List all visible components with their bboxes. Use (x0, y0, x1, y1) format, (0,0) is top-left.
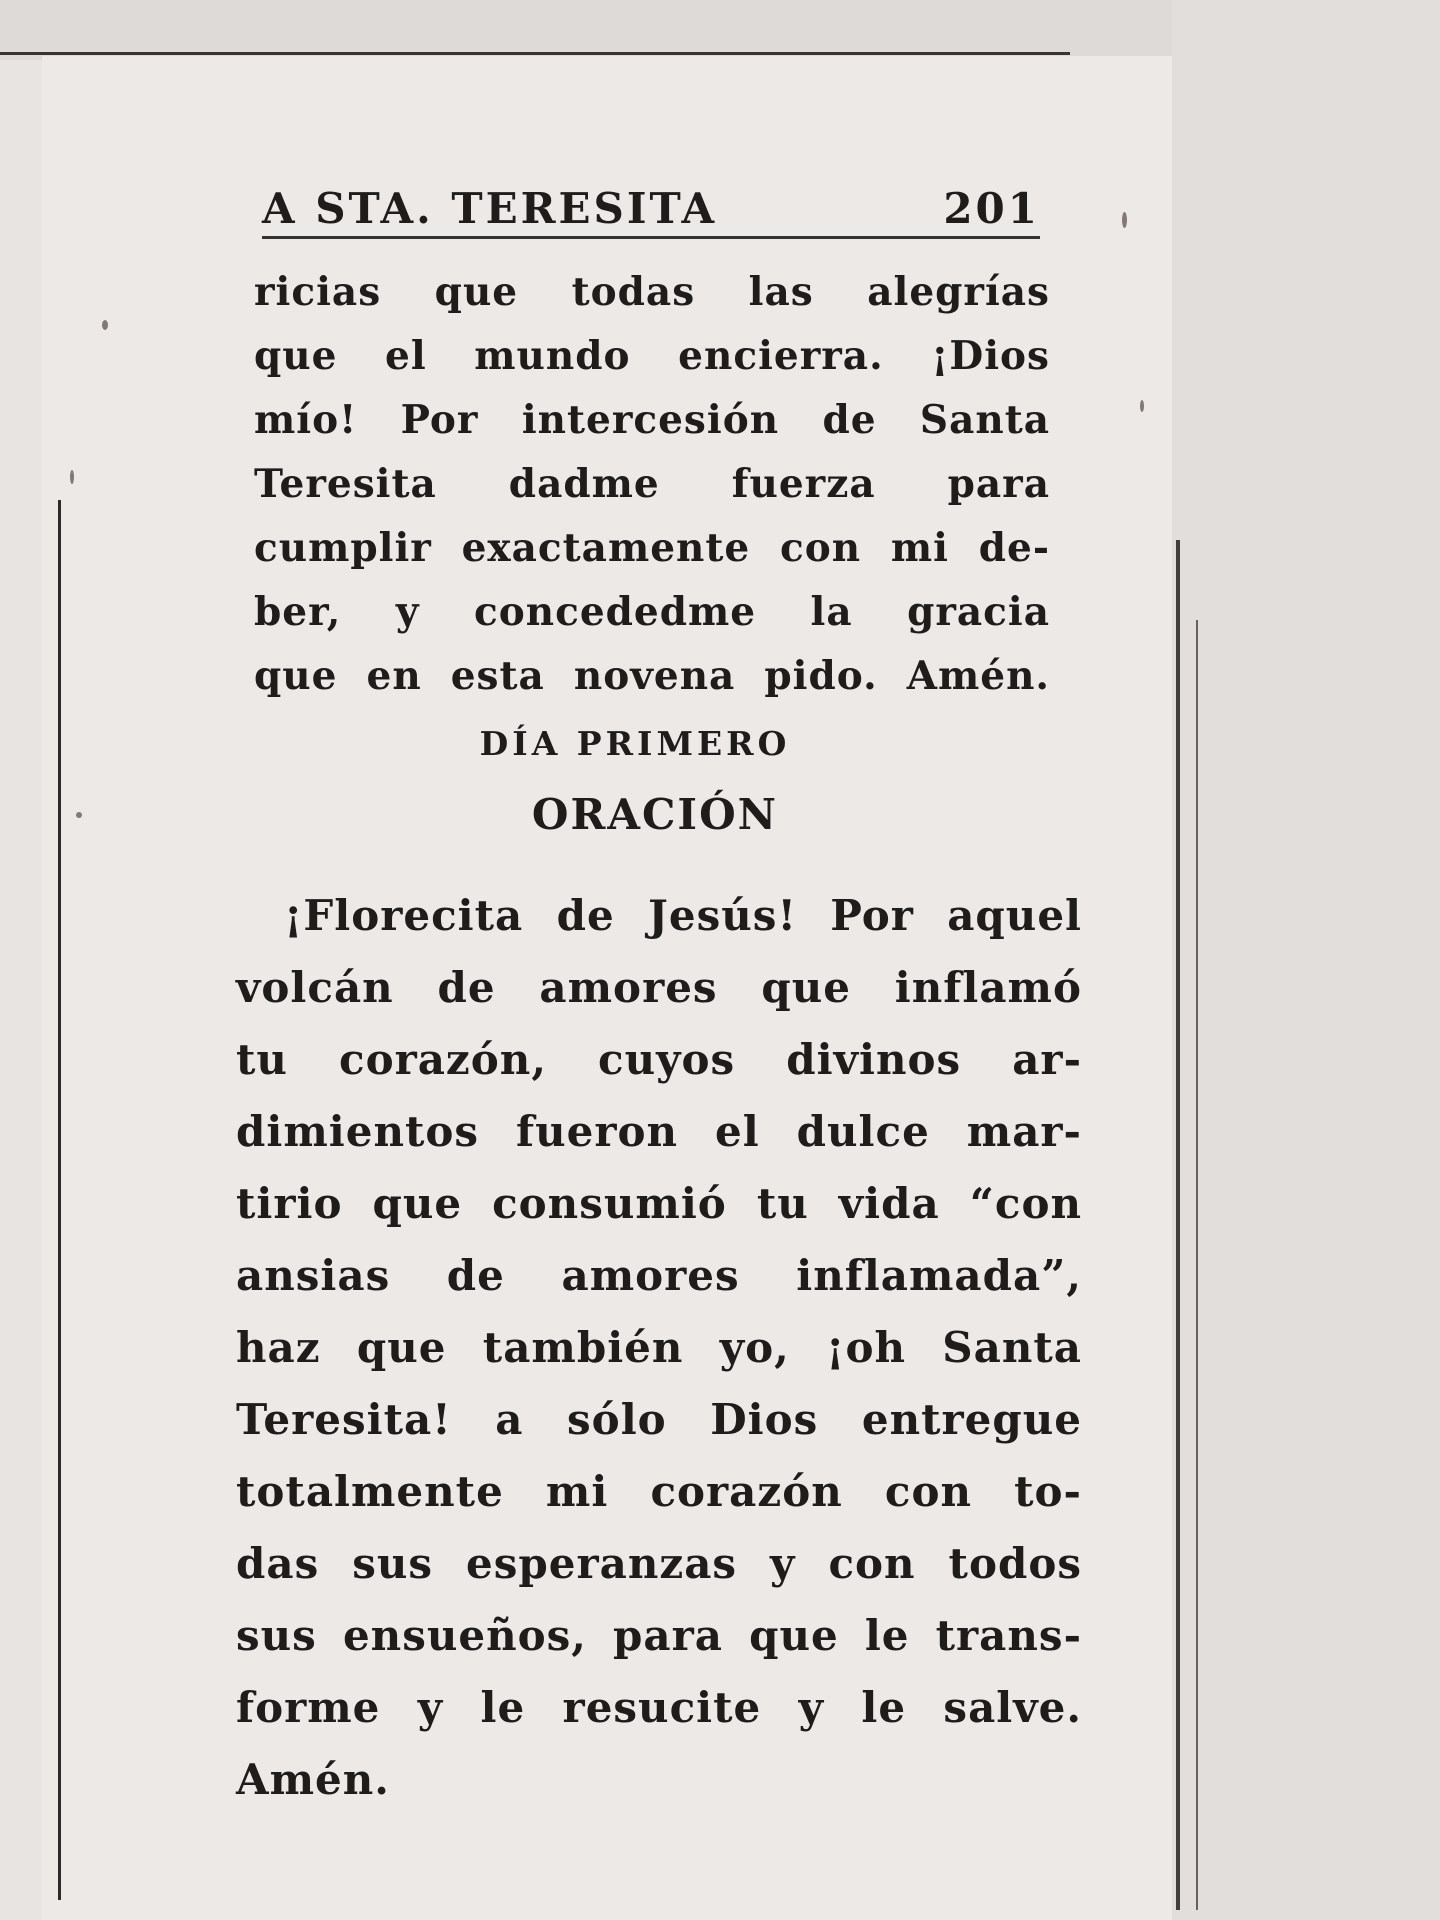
adjacent-page-edge (1172, 0, 1440, 1920)
ink-speck (76, 812, 82, 818)
text-line: haz que también yo, ¡oh Santa (236, 1323, 1082, 1372)
section-title: ORACIÓN (531, 790, 779, 839)
text-line: tirio que consumió tu vida “con (236, 1179, 1082, 1228)
text-line: mío! Por intercesión de Santa (254, 397, 1050, 443)
text-line: que el mundo encierra. ¡Dios (254, 333, 1050, 379)
ink-speck (102, 320, 108, 330)
text-line: ricias que todas las alegrías (254, 269, 1050, 315)
running-header (262, 178, 1040, 238)
text-line: ansias de amores inflamada”, (236, 1251, 1082, 1300)
text-line: ¡Florecita de Jesús! Por aquel (284, 891, 1082, 940)
text-line: tu corazón, cuyos divinos ar- (236, 1035, 1082, 1084)
top-border-rule (0, 52, 1070, 55)
text-line: dimientos fueron el dulce mar- (236, 1107, 1082, 1156)
text-line: Amén. (236, 1755, 390, 1804)
text-line: totalmente mi corazón con to- (236, 1467, 1082, 1516)
running-header-title: A STA. TERESITA (262, 183, 718, 233)
text-line: Teresita dadme fuerza para (254, 461, 1050, 507)
ink-speck (1122, 212, 1127, 228)
right-page-edge-line (1176, 540, 1180, 1910)
text-line: cumplir exactamente con mi de- (254, 525, 1050, 571)
text-line: sus ensueños, para que le trans- (236, 1611, 1082, 1660)
continued-prayer-text (254, 260, 1050, 708)
page-number: 201 (943, 183, 1040, 233)
text-line: volcán de amores que inflamó (236, 963, 1082, 1012)
section-subheading: DÍA PRIMERO (479, 724, 791, 763)
right-page-edge-shadow (1196, 620, 1198, 1910)
header-rule (262, 236, 1040, 239)
prayer-text (236, 880, 1082, 1816)
text-line: que en esta novena pido. Amén. (254, 653, 1050, 699)
ink-speck (1140, 400, 1144, 412)
text-line: ber, y concededme la gracia (254, 589, 1050, 635)
left-page-edge-line (58, 500, 61, 1900)
ink-speck (70, 470, 74, 484)
text-line: Teresita! a sólo Dios entregue (236, 1395, 1082, 1444)
text-line: das sus esperanzas y con todos (236, 1539, 1082, 1588)
text-line: forme y le resucite y le salve. (236, 1683, 1082, 1732)
